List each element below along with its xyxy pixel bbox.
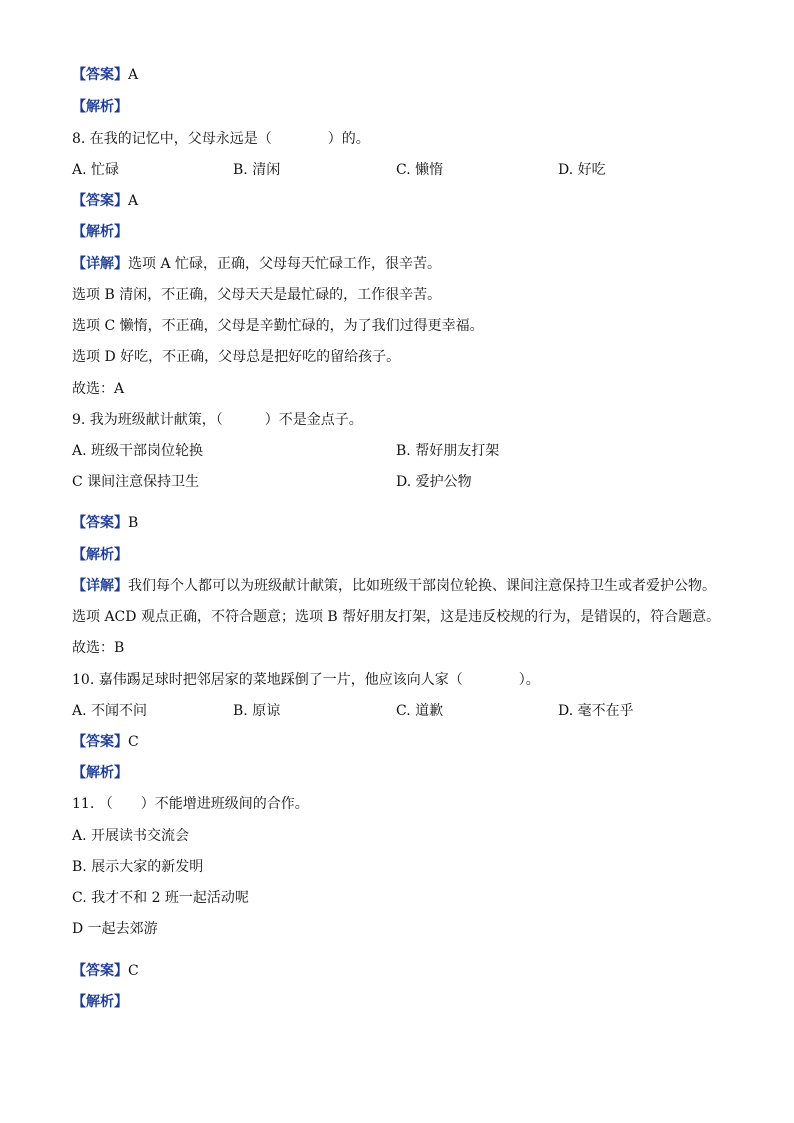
analysis-label: 【解析】	[72, 547, 128, 563]
answer-line	[72, 65, 138, 85]
detail-label: 【详解】	[72, 256, 128, 272]
q11-option-d: D 一起去郊游	[72, 921, 158, 937]
answer-value: C	[128, 963, 139, 979]
q11-option-a: A. 开展读书交流会	[72, 828, 190, 844]
question-10: 10. 嘉伟踢足球时把邻居家的菜地踩倒了一片，他应该向人家（ ）。	[72, 672, 540, 688]
answer-label: 【答案】	[72, 963, 128, 979]
detail-text: 选项 A 忙碌，正确，父母每天忙碌工作，很辛苦。	[128, 256, 442, 272]
q10-option-d: D. 毫不在乎	[558, 703, 634, 719]
analysis-label: 【解析】	[72, 994, 128, 1010]
conclusion-text: 故选：B	[72, 640, 125, 656]
question-9: 9. 我为班级献计献策，（ ）不是金点子。	[72, 412, 363, 428]
q9-option-d: D. 爱护公物	[396, 474, 472, 490]
answer-value: A	[128, 193, 139, 209]
q8-option-a: A. 忙碌	[72, 162, 120, 178]
detail-text: 选项 D 好吃，不正确，父母总是把好吃的留给孩子。	[72, 349, 401, 365]
q9-option-b: B. 帮好朋友打架	[396, 443, 500, 459]
q8-option-c: C. 懒惰	[396, 162, 444, 178]
q10-option-b: B. 原谅	[233, 703, 281, 719]
q10-option-c: C. 道歉	[396, 703, 444, 719]
answer-value: A	[128, 67, 139, 83]
detail-label: 【详解】	[72, 578, 128, 594]
answer-line	[72, 513, 138, 533]
analysis-line	[72, 992, 128, 1012]
analysis-line	[72, 97, 128, 117]
analysis-label: 【解析】	[72, 765, 128, 781]
question-8: 8. 在我的记忆中，父母永远是（ ）的。	[72, 131, 370, 147]
answer-line	[72, 732, 139, 752]
analysis-line	[72, 545, 128, 565]
detail-line	[72, 576, 716, 596]
answer-line	[72, 961, 139, 981]
answer-value: C	[128, 734, 139, 750]
q8-option-d: D. 好吃	[558, 162, 606, 178]
answer-value: B	[128, 515, 139, 531]
answer-label: 【答案】	[72, 515, 128, 531]
detail-text: 选项 C 懒惰，不正确，父母是辛勤忙碌的，为了我们过得更幸福。	[72, 318, 484, 334]
detail-text: 选项 ACD 观点正确，不符合题意；选项 B 帮好朋友打架，这是违反校规的行为，是错误的，符合题意。	[72, 609, 721, 625]
q11-option-c: C. 我才不和 2 班一起活动呢	[72, 890, 249, 906]
analysis-label: 【解析】	[72, 224, 128, 240]
answer-label: 【答案】	[72, 193, 128, 209]
analysis-line	[72, 763, 128, 783]
question-11: 11. （ ）不能增进班级间的合作。	[72, 796, 309, 812]
conclusion-text: 故选：A	[72, 381, 125, 397]
answer-label: 【答案】	[72, 67, 128, 83]
detail-text: 我们每个人都可以为班级献计献策，比如班级干部岗位轮换、课间注意保持卫生或者爱护公物。	[128, 578, 716, 594]
analysis-label: 【解析】	[72, 99, 128, 115]
analysis-line	[72, 222, 128, 242]
q9-option-c: C 课间注意保持卫生	[72, 474, 200, 490]
q11-option-b: B. 展示大家的新发明	[72, 859, 204, 875]
detail-text: 选项 B 清闲，不正确，父母天天是最忙碌的，工作很辛苦。	[72, 287, 442, 303]
answer-line	[72, 191, 138, 211]
q9-option-a: A. 班级干部岗位轮换	[72, 443, 204, 459]
q10-option-a: A. 不闻不问	[72, 703, 148, 719]
q8-option-b: B. 清闲	[233, 162, 281, 178]
detail-line	[72, 254, 441, 274]
answer-label: 【答案】	[72, 734, 128, 750]
